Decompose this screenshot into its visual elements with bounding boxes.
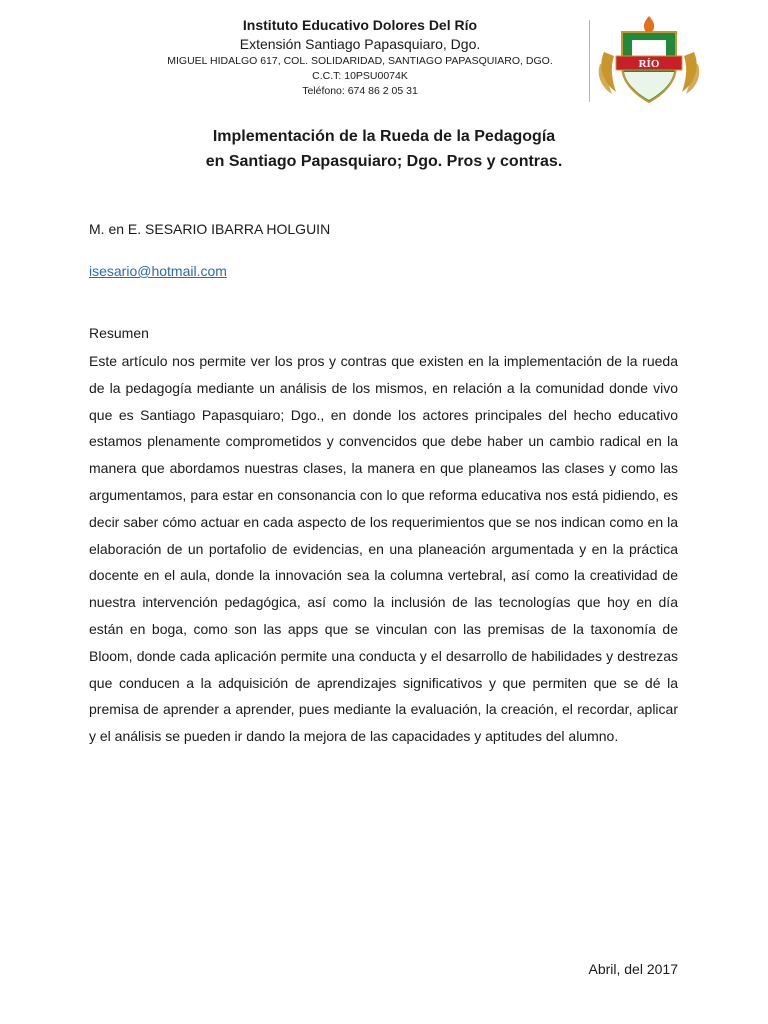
institution-name: Instituto Educativo Dolores Del Río <box>242 17 478 33</box>
document-header <box>100 16 620 99</box>
author-email-link[interactable]: isesario@hotmail.com <box>89 263 227 279</box>
abstract-heading: Resumen <box>89 325 149 341</box>
institution-cct: C.C.T: 10PSU0074K <box>312 70 408 82</box>
document-date: Abril, del 2017 <box>588 961 678 977</box>
flame-icon <box>644 16 654 32</box>
institution-logo <box>594 14 704 106</box>
institution-phone: Teléfono: 674 86 2 05 31 <box>302 85 418 97</box>
title-line-2: en Santiago Papasquiaro; Dgo. Pros y contras. <box>205 153 563 170</box>
document-title <box>90 124 678 174</box>
title-line-1: Implementación de la Rueda de la Pedagogía <box>212 128 556 145</box>
logo-ribbon-text: RÍO <box>638 58 660 70</box>
institution-extension: Extensión Santiago Papasquiaro, Dgo. <box>239 36 481 52</box>
abstract-body: Este artículo nos permite ver los pros y contras que existen en la implementación de la rueda de la pedagogía mediante un análisis de los mismos, en relación a la comunidad donde vivo que es Santiago Papasquiaro; Dgo., en donde los actores principales del hecho educativo estamos plenamente comprometidos y convencidos que debe haber un cambio radical en la manera que abordamos nuestras clases, la manera en que planeamos las clases y como las argumentamos, para estar en consonancia con lo que reforma educativa nos está pidiendo, es decir saber cómo actuar en cada aspecto de los requerimientos que se nos indican como en la elaboración de un portafolio de evidencias, en una planeación argumentada y en la práctica docente en el aula, donde la innovación sea la columna vertebral, así como la creatividad de nuestra intervención pedagógica, así como la inclusión de las tecnologías que hoy en día están en boga, como son las apps que se vinculan con las premisas de la taxonomía de Bloom, donde cada aplicación permite una conducta y el desarrollo de habilidades y destrezas que conducen a la adquisición de aprendizajes significativos y que permiten que se dé la premisa de aprender a aprender, pues mediante la evaluación, la creación, el recordar, aplicar y el análisis se pueden ir dando la mejora de las capacidades y aptitudes del alumno. <box>89 353 678 745</box>
author-name: M. en E. SESARIO IBARRA HOLGUIN <box>89 221 331 237</box>
institution-address: MIGUEL HIDALGO 617, COL. SOLIDARIDAD, SANTIAGO PAPASQUIARO, DGO. <box>167 55 553 67</box>
header-divider <box>589 20 590 102</box>
